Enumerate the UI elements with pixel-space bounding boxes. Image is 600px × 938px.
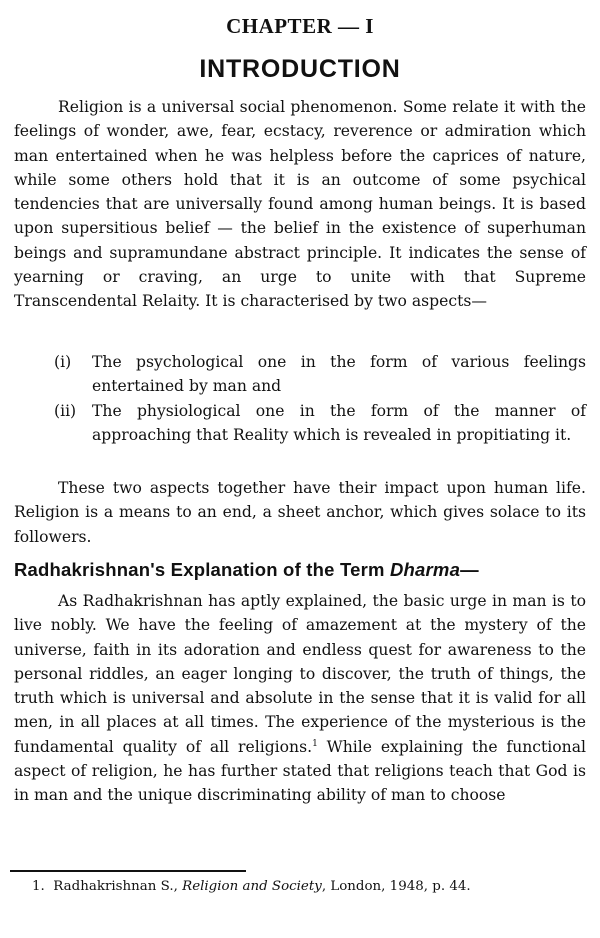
- section-heading-prefix: Radhakrishnan's Explanation of the Term: [14, 559, 390, 580]
- footnote-work-title: Religion and Society: [182, 879, 322, 894]
- list-item-number: (ii): [54, 401, 77, 420]
- footnote-author: Radhakrishnan S.,: [53, 879, 183, 894]
- list-item-text: The psychological one in the form of various feelings entertained by man and: [92, 353, 586, 396]
- aspects-list: [14, 350, 586, 447]
- chapter-title: INTRODUCTION: [199, 55, 401, 83]
- footnote: [32, 877, 592, 897]
- list-item-number: (i): [54, 353, 72, 371]
- list-item: [54, 399, 586, 448]
- section-heading-suffix: —: [460, 559, 479, 580]
- aspects-summary-paragraph: These two aspects together have their impact upon human life. Religion is a means to an end, a sheet anchor, which gives solace to its followers.: [14, 479, 586, 546]
- section-heading: [14, 559, 586, 581]
- footnote-number: 1.: [32, 879, 45, 894]
- list-item-text: The physiological one in the form of the manner of approaching that Reality which is revealed in propitiating it.: [92, 401, 586, 444]
- footnote-divider: [10, 870, 246, 872]
- intro-paragraph: Religion is a universal social phenomenon. Some relate it with the feelings of wonder, awe, fear, ecstacy, reverence or admiration which man entertained when he was helpless before the caprices of nature, while some others hold that it is an outcome of some psychical tendencies that are universally found among human beings. It is based upon supersitious belief — the belief in the existence of superhuman beings and supramundane abstract principle. It indicates the sense of yearning or craving, an urge to unite with that Supreme Transcendental Relaity. It is characterised by two aspects—: [14, 98, 586, 311]
- dharma-paragraph-continuation: While explaining the functional aspect of religion, he has further stated that religions teach that God is in man and the unique discriminating ability of man to choose: [14, 737, 586, 805]
- chapter-label: CHAPTER — I: [226, 14, 374, 38]
- dharma-paragraph: [14, 589, 586, 808]
- list-item: [54, 350, 586, 399]
- dharma-paragraph-text: As Radhakrishnan has aptly explained, the basic urge in man is to live nobly. We have the feeling of amazement at the mystery of the universe, faith in its adoration and endless quest for awareness to the personal riddles, an eager longing to discover, the truth of things, the truth which is universal and absolute in the sense that it is valid for all men, in all places at all times. The experience of the mysterious is the fundamental quality of all religions.: [14, 592, 586, 756]
- footnote-reference[interactable]: 1: [312, 738, 318, 749]
- section-heading-term: Dharma: [389, 559, 461, 580]
- footnote-details: , London, 1948, p. 44.: [321, 879, 471, 894]
